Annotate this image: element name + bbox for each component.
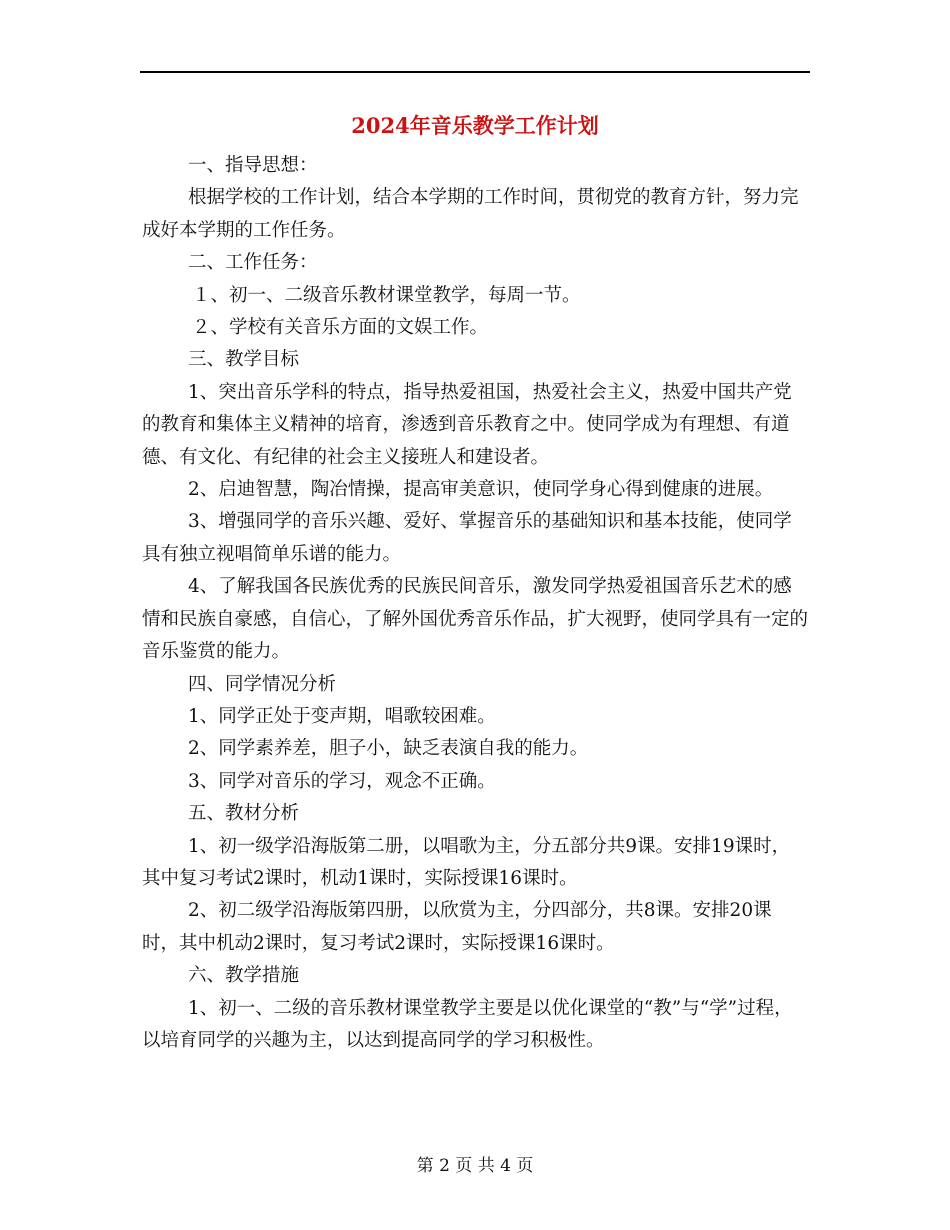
header-rule bbox=[140, 71, 810, 73]
paragraph: 1、同学正处于变声期，唱歌较困难。 bbox=[188, 705, 496, 727]
paragraph: 三、教学目标 bbox=[188, 349, 300, 371]
paragraph: 根据学校的工作计划，结合本学期的工作时间，贯彻党的教育方针，努力完成好本学期的工作任务。 bbox=[142, 187, 799, 241]
paragraph: 3、增强同学的音乐兴趣、爱好、掌握音乐的基础知识和基本技能，使同学具有独立视唱简单乐谱的能力。 bbox=[142, 511, 792, 565]
paragraph: 四、同学情况分析 bbox=[188, 673, 337, 695]
paragraph: 1、初一级学沿海版第二册，以唱歌为主，分五部分共9课。安排19课时，其中复习考试2课时，机动1课时，实际授课16课时。 bbox=[142, 835, 791, 889]
paragraph: 2、初二级学沿海版第四册，以欣赏为主，分四部分，共8课。安排20课时，其中机动2课时，复习考试2课时，实际授课16课时。 bbox=[142, 900, 772, 954]
page-number: 第 2 页 共 4 页 bbox=[416, 1156, 534, 1176]
document-title: 2024年音乐教学工作计划 bbox=[351, 113, 599, 138]
paragraph: 1、突出音乐学科的特点，指导热爱祖国，热爱社会主义，热爱中国共产党的教育和集体主义精神的培育，渗透到音乐教育之中。使同学成为有理想、有道德、有文化、有纪律的社会主义接班人和建设者。 bbox=[142, 381, 792, 468]
paragraph: １、初一、二级音乐教材课堂教学，每周一节。 bbox=[192, 284, 581, 306]
paragraph: 3、同学对音乐的学习，观念不正确。 bbox=[188, 770, 496, 792]
paragraph: 2、同学素养差，胆子小，缺乏表演自我的能力。 bbox=[188, 738, 589, 760]
paragraph: ２、学校有关音乐方面的文娱工作。 bbox=[192, 317, 489, 339]
paragraph: 1、初一、二级的音乐教材课堂教学主要是以优化课堂的“教”与“学”过程，以培育同学的兴趣为主，以达到提高同学的学习积极性。 bbox=[142, 997, 793, 1051]
paragraph: 一、指导思想： bbox=[188, 155, 318, 176]
paragraph: 五、教材分析 bbox=[188, 803, 300, 825]
paragraph: 六、教学措施 bbox=[188, 965, 300, 987]
paragraph: 2、启迪智慧，陶冶情操，提高审美意识，使同学身心得到健康的进展。 bbox=[188, 479, 774, 501]
paragraph: 4、了解我国各民族优秀的民族民间音乐，激发同学热爱祖国音乐艺术的感情和民族自豪感，自信心，了解外国优秀音乐作品，扩大视野，使同学具有一定的音乐鉴赏的能力。 bbox=[142, 576, 809, 663]
document-body bbox=[142, 150, 808, 1057]
paragraph: 二、工作任务： bbox=[188, 252, 318, 274]
